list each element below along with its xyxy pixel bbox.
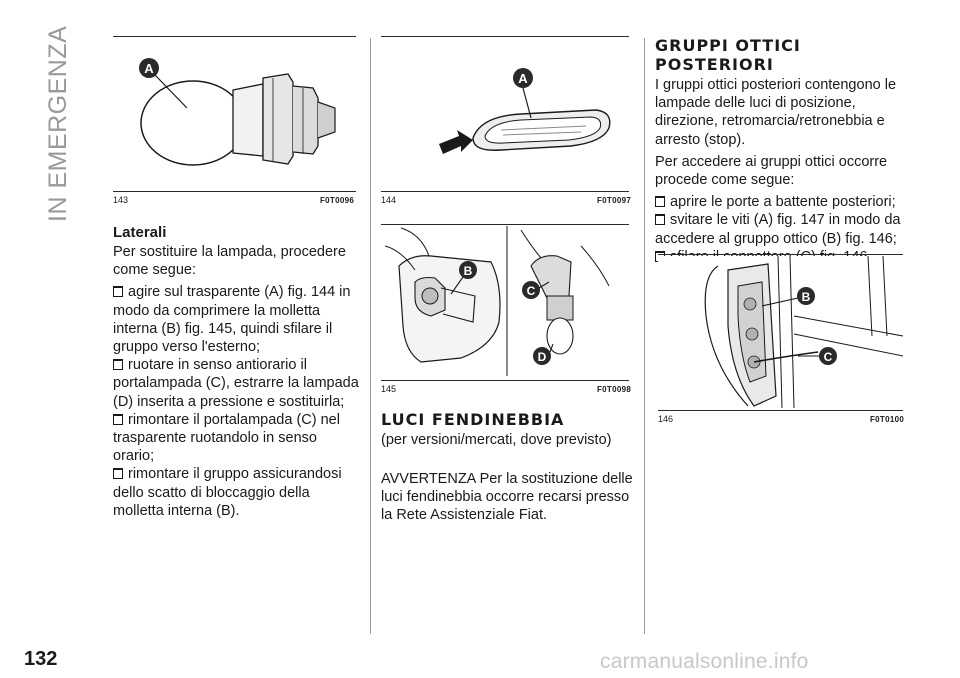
section-title: IN EMERGENZA xyxy=(44,25,72,222)
col2-warning: AVVERTENZA Per la sostituzione delle luci fendinebbia occorre recarsi presso la Rete Assistenziale Fiat. xyxy=(381,471,633,524)
list-item: svitare le viti (A) fig. 147 in modo da accedere al gruppo ottico (B) fig. 146; xyxy=(655,212,901,247)
heading-laterali: Laterali xyxy=(113,224,167,241)
figure-144-code: F0T0097 xyxy=(597,196,632,205)
figure-144-top-rule xyxy=(381,36,629,37)
list-item: agire sul trasparente (A) fig. 144 in modo da comprimere la molletta interna (B) fig. 145, quindi sfilare il gruppo verso l'esterno; xyxy=(113,284,351,356)
col3-intro2: Per accedere ai gruppi ottici occorre procede come segue: xyxy=(655,153,888,189)
list-item: ruotare in senso antiorario il portalampada (C), estrarre la lampada (D) inserita a pressione e sostituirla; xyxy=(113,357,359,410)
col1-body xyxy=(113,243,361,520)
bullet-icon xyxy=(113,414,123,425)
callout-d-145: D xyxy=(537,350,547,364)
heading-line-2: POSTERIORI xyxy=(655,55,774,74)
col3-body xyxy=(655,76,909,266)
figure-145 xyxy=(381,226,629,376)
figure-146 xyxy=(658,256,903,408)
col2-subtitle: (per versioni/mercati, dove previsto) xyxy=(381,432,612,448)
col1-intro: Per sostituire la lampada, procedere come segue: xyxy=(113,244,346,279)
figure-146-bottom-rule xyxy=(658,410,903,411)
heading-line-1: GRUPPI OTTICI xyxy=(655,36,801,55)
watermark: carmanualsonline.info xyxy=(600,650,809,673)
figure-146-top-rule xyxy=(658,254,903,255)
column-separator-2 xyxy=(644,38,645,634)
col3-intro: I gruppi ottici posteriori contengono le lampade delle luci di posizione, direzione, retromarcia/retronebbia e arresto (stop). xyxy=(655,77,897,148)
figure-143 xyxy=(113,38,356,188)
figure-144-number: 144 xyxy=(381,195,397,205)
list-item: rimontare il portalampada (C) nel trasparente ruotandolo in senso orario; xyxy=(113,411,340,465)
page-number: 132 xyxy=(24,648,58,670)
figure-143-number: 143 xyxy=(113,195,129,205)
bullet-icon xyxy=(655,196,665,207)
callout-c-146: C xyxy=(823,350,833,364)
section-tab xyxy=(44,22,88,222)
figure-143-code: F0T0096 xyxy=(320,196,355,205)
callout-b-146: B xyxy=(801,290,811,304)
callout-c-145: C xyxy=(526,284,536,298)
column-separator-1 xyxy=(370,38,371,634)
list-item: aprire le porte a battente posteriori; xyxy=(655,193,909,211)
bullet-icon xyxy=(113,468,123,479)
heading-gruppi-ottici xyxy=(655,36,801,74)
figure-145-bottom-rule xyxy=(381,380,629,381)
callout-b-145: B xyxy=(463,264,473,278)
figure-144 xyxy=(381,38,629,188)
figure-145-number: 145 xyxy=(381,384,397,394)
figure-144-bottom-rule xyxy=(381,191,629,192)
figure-143-bottom-rule xyxy=(113,191,356,192)
callout-a-144: A xyxy=(518,71,528,86)
figure-146-code: F0T0100 xyxy=(870,415,905,424)
figure-143-top-rule xyxy=(113,36,356,37)
figure-146-number: 146 xyxy=(658,414,674,424)
callout-a-143: A xyxy=(144,61,154,76)
bullet-icon xyxy=(655,214,665,225)
figure-145-code: F0T0098 xyxy=(597,385,632,394)
bullet-icon xyxy=(113,286,123,297)
figure-145-top-rule xyxy=(381,224,629,225)
heading-luci-fendinebbia: LUCI FENDINEBBIA xyxy=(381,410,565,429)
bullet-icon xyxy=(113,359,123,370)
list-item: rimontare il gruppo assicurandosi dello scatto di bloccaggio della molletta interna (B). xyxy=(113,466,342,519)
